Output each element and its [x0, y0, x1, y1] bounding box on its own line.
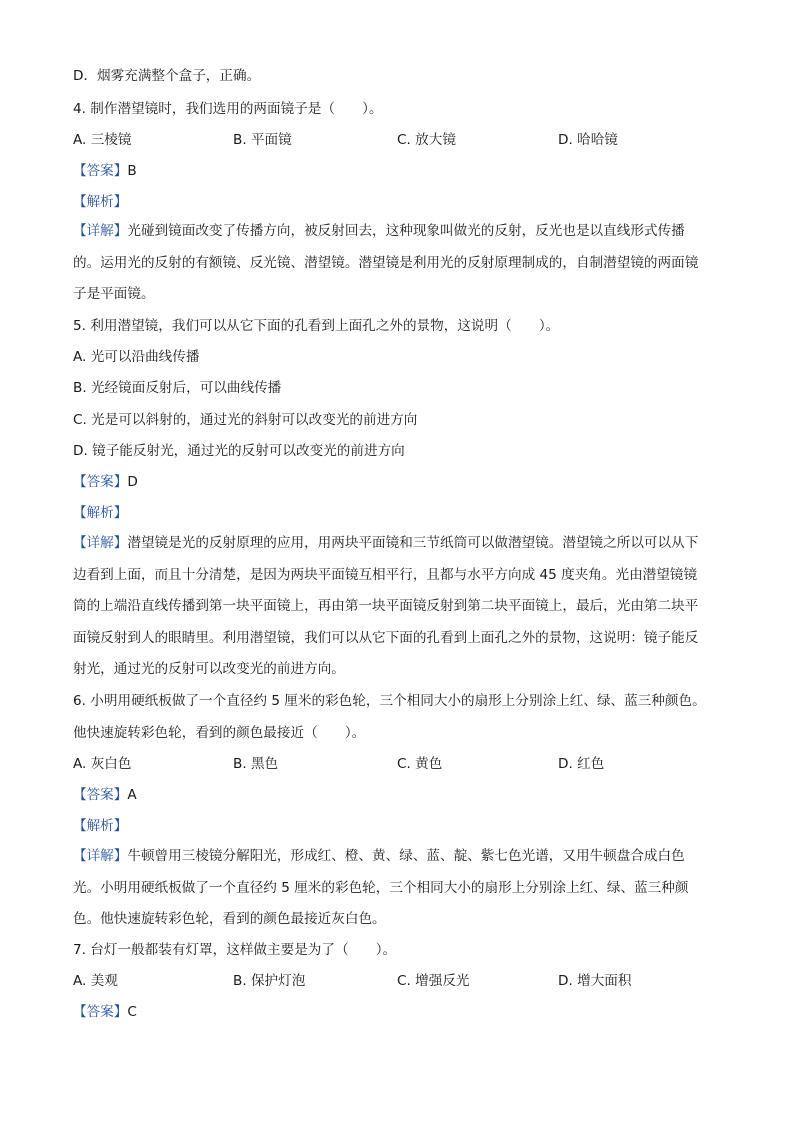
q4-option-d: D. 哈哈镜	[558, 132, 618, 148]
answer-tag: 【答案】	[73, 163, 128, 179]
q5-explanation-line-1: 潜望镜是光的反射原理的应用，用两块平面镜和三节纸筒可以做潜望镜。潜望镜之所以可以从下	[127, 535, 699, 551]
q5-explanation-line-5: 射光，通过光的反射可以改变光的前进方向。	[73, 661, 345, 677]
answer-value: C	[127, 1004, 137, 1020]
q4-explanation-line-1: 光碰到镜面改变了传播方向，被反射回去，这种现象叫做光的反射，反光也是以直线形式传播	[127, 223, 685, 239]
question-5: 5. 利用潜望镜，我们可以从它下面的孔看到上面孔之外的景物，这说明（ ）。	[73, 318, 560, 334]
q7-option-c: C. 增强反光	[397, 973, 470, 989]
q4-explanation-line-2: 的。运用光的反射的有额镜、反光镜、潜望镜。潜望镜是利用光的反射原理制成的，自制潜望镜的两面镜	[73, 254, 699, 271]
q6-explanation-line-3: 色。他快速旋转彩色轮，看到的颜色最接近灰白色。	[73, 911, 386, 927]
q4-option-a: A. 三棱镜	[73, 132, 132, 148]
q5-answer	[73, 472, 138, 492]
q4-explanation	[73, 216, 719, 311]
answer-value: B	[127, 163, 137, 179]
q5-option-d: D. 镜子能反射光，通过光的反射可以改变光的前进方向	[73, 443, 405, 459]
q5-option-c: C. 光是可以斜射的，通过光的斜射可以改变光的前进方向	[73, 412, 418, 428]
q6-option-b: B. 黑色	[233, 756, 279, 772]
question-6-line-2: 他快速旋转彩色轮，看到的颜色最接近（ ）。	[73, 724, 366, 741]
q5-explanation-line-3: 筒的上端沿直线传播到第一块平面镜上，再由第一块平面镜反射到第二块平面镜上，最后，光由第二块平	[73, 598, 699, 614]
option-d-previous: D．烟雾充满整个盒子，正确。	[73, 68, 261, 84]
q7-option-b: B. 保护灯泡	[233, 973, 306, 989]
question-6	[73, 686, 719, 749]
q5-explanation	[73, 528, 719, 686]
q6-explanation-line-2: 光。小明用硬纸板做了一个直径约 5 厘米的彩色轮，三个相同大小的扇形上分别涂上红、绿、蓝三种颜	[73, 879, 689, 896]
q5-analysis-tag: 【解析】	[73, 505, 128, 521]
question-7: 7. 台灯一般都装有灯罩，这样做主要是为了（ ）。	[73, 942, 397, 958]
q4-option-c: C. 放大镜	[397, 132, 456, 148]
q6-analysis-tag: 【解析】	[73, 818, 128, 834]
q6-explanation	[73, 841, 719, 936]
answer-value: A	[127, 787, 137, 803]
q6-option-a: A. 灰白色	[73, 756, 132, 772]
answer-tag: 【答案】	[73, 474, 128, 490]
answer-value: D	[127, 474, 138, 490]
detail-tag: 【详解】	[73, 535, 128, 551]
q6-option-d: D. 红色	[558, 756, 605, 772]
q7-option-a: A. 美观	[73, 973, 118, 989]
detail-tag: 【详解】	[73, 848, 128, 864]
q6-answer	[73, 785, 137, 805]
q4-explanation-line-3: 子是平面镜。	[73, 286, 155, 302]
q6-option-c: C. 黄色	[397, 756, 443, 772]
question-6-line-1: 6. 小明用硬纸板做了一个直径约 5 厘米的彩色轮，三个相同大小的扇形上分别涂上红、绿、蓝三种颜色。	[73, 693, 706, 709]
q5-explanation-line-2: 边看到上面，而且十分清楚，是因为两块平面镜互相平行，且都与水平方向成 45 度夹角。光由潜望镜镜	[73, 566, 698, 583]
q5-explanation-line-4: 面镜反射到人的眼睛里。利用潜望镜，我们可以从它下面的孔看到上面孔之外的景物，这说明：镜子能反	[73, 629, 699, 646]
answer-tag: 【答案】	[73, 787, 128, 803]
q6-explanation-line-1: 牛顿曾用三棱镜分解阳光，形成红、橙、黄、绿、蓝、靛、紫七色光谱，又用牛顿盘合成白色	[127, 848, 685, 864]
q7-answer	[73, 1002, 137, 1022]
question-4: 4. 制作潜望镜时，我们选用的两面镜子是（ ）。	[73, 101, 383, 117]
q4-option-b: B. 平面镜	[233, 132, 292, 148]
answer-tag: 【答案】	[73, 1004, 128, 1020]
q5-option-a: A. 光可以沿曲线传播	[73, 349, 200, 365]
detail-tag: 【详解】	[73, 223, 128, 239]
q5-option-b: B. 光经镜面反射后，可以曲线传播	[73, 380, 282, 396]
q7-option-d: D. 增大面积	[558, 973, 632, 989]
q4-answer	[73, 161, 137, 181]
q4-analysis-tag: 【解析】	[73, 194, 128, 210]
